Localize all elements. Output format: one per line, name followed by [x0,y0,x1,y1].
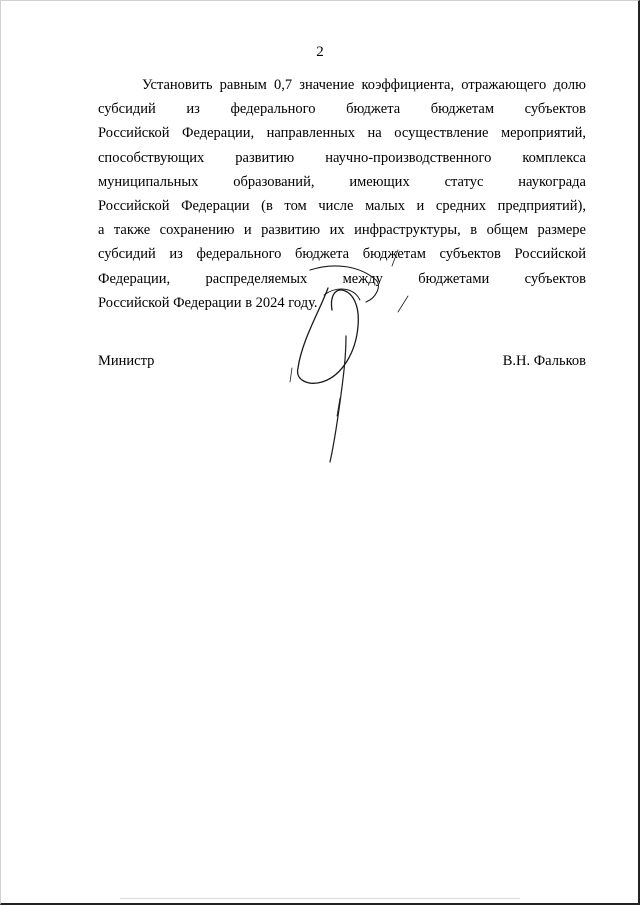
word: средних [435,197,486,214]
signatory-name: В.Н. Фальков [502,353,586,369]
word: развитию [261,222,321,239]
word: бюджетами [418,270,490,287]
word: статус [444,173,484,190]
word: числе [318,197,354,214]
word: в [470,222,478,239]
word: равным [219,77,267,93]
word: коэффициента, [361,77,455,93]
word: имеющих [349,173,410,190]
word: Установить [142,77,213,93]
text-line [98,146,586,170]
text-line [98,218,586,242]
word: инфраструктуры, [354,222,461,239]
word: комплекса [522,149,586,166]
word: распределяемых [205,270,308,287]
word: субсидий [98,246,156,263]
word: способствующих [98,149,205,166]
word: федерального [230,101,316,118]
text-line [98,73,586,97]
word: на [367,125,382,142]
word: малых [365,197,405,214]
word: Федерации [181,197,250,214]
word: субъектов [524,101,586,118]
word: значение [299,77,355,93]
word: долю [553,77,586,93]
text-line [98,194,586,218]
page-number: 2 [316,44,324,60]
word: и [416,197,425,214]
word: отражающего [461,77,547,93]
word: мероприятий, [500,125,586,142]
word: наукограда [518,173,586,190]
word: также [113,222,151,239]
word: Российской [514,246,586,263]
word: а [98,222,105,239]
word: субъектов [439,246,501,263]
word: федерального [196,246,282,263]
word: и [243,222,252,239]
text-line [98,121,586,145]
word: (в [261,197,273,214]
word: Российской Федерации в 2024 году. [98,294,318,311]
word: бюджета [295,246,350,263]
word: между [342,270,383,287]
word: бюджета [346,101,401,118]
word: сохранению [159,222,235,239]
word: Федерации, [182,125,255,142]
word: общем [486,222,528,239]
text-line [98,97,586,121]
word: развитию [235,149,295,166]
word: осуществление [394,125,489,142]
word: муниципальных [98,173,199,190]
word: Российской [98,197,170,214]
bottom-rule [120,898,520,899]
word: из [186,101,200,118]
signatory-title: Министр [98,353,155,369]
text-line [98,170,586,194]
word: том [284,197,307,214]
handwritten-signature [280,240,430,470]
word: размере [537,222,586,239]
word: Федерации, [98,270,171,287]
word: Российской [98,125,170,142]
word: 0,7 [274,77,293,93]
word: их [329,222,345,239]
word: из [169,246,183,263]
word: направленных [266,125,355,142]
word: субсидий [98,101,156,118]
word: образований, [233,173,315,190]
word: бюджетам [430,101,495,118]
word: научно-производственного [325,149,492,166]
word: бюджетам [362,246,426,263]
word: предприятий), [497,197,586,214]
word: субъектов [524,270,586,287]
